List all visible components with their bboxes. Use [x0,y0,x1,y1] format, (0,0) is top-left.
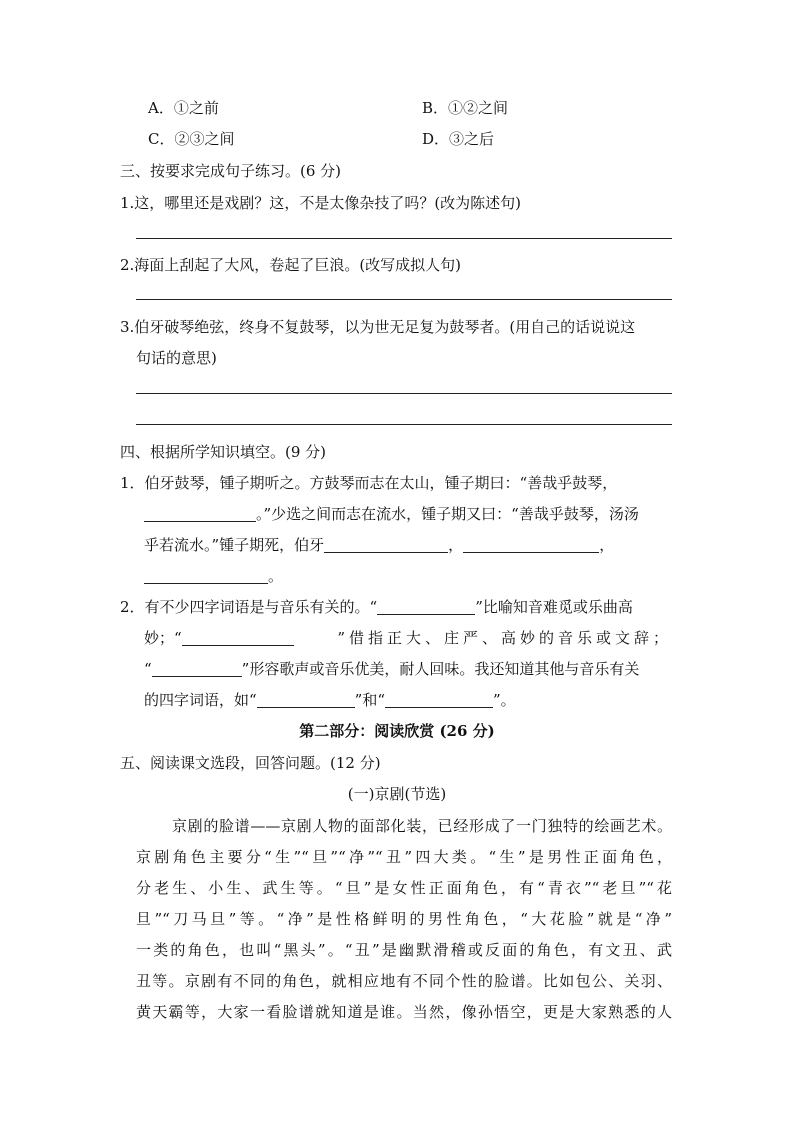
section3-q2: 2.海面上刮起了大风，卷起了巨浪。(改写成拟人句) [120,256,462,274]
section5-title: 五、阅读课文选段，回答问题。(12 分) [120,754,381,772]
fill-blank-6[interactable] [182,629,294,646]
fill-blank-8[interactable] [257,691,355,708]
section4-title: 四、根据所学知识填空。(9 分) [120,443,327,461]
q2-line2-start: 妙；“ [144,629,182,647]
option-b: B．①②之间 [422,99,509,117]
passage-line: 一类的角色，也叫“黑头”。“丑”是幽默滑稽或反面的角色，有文丑、武 [136,941,672,959]
q1-line4-end: 。 [268,567,284,585]
passage-line: 旦”“刀马旦”等。“净”是性格鲜明的男性角色，“大花脸”就是“净” [136,910,672,928]
answer-line-q3a[interactable] [136,393,672,394]
passage-line: 京剧角色主要分“生”“旦”“净”“丑”四大类。“生”是男性正面角色， [136,848,672,866]
fill-blank-1[interactable] [144,505,256,522]
q1-comma-2: ， [599,536,615,554]
option-a: A．①之前 [148,99,219,117]
fill-blank-7[interactable] [152,660,242,677]
fill-blank-2[interactable] [324,536,448,553]
q2-line1-end: ”比喻知音难觅或乐曲高 [475,598,633,616]
answer-line-q3b[interactable] [136,424,672,425]
passage-line: 分老生、小生、武生等。“旦”是女性正面角色，有“青衣”“老旦”“花 [136,879,672,897]
passage-line: 黄天霸等，大家一看脸谱就知道是谁。当然，像孙悟空，更是大家熟悉的人 [136,1003,672,1021]
section4-q2-line3 [144,658,639,679]
answer-line-q1[interactable] [136,238,672,239]
section3-q3-line2: 句话的意思) [136,349,217,367]
fill-blank-4[interactable] [144,567,268,584]
q2-line3-end: ”形容歌声或音乐优美，耐人回味。我还知道其他与音乐有关 [241,660,640,678]
fill-blank-5[interactable] [377,598,475,615]
part2-heading: 第二部分：阅读欣赏 (26 分) [299,722,495,740]
q1-comma-1: ， [448,536,464,554]
q2-line2-end: ”借指正大、庄严、高妙的音乐或文辞； [337,629,672,647]
option-d: D．③之后 [422,130,495,148]
section3-q3-line1: 3.伯牙破琴绝弦，终身不复鼓琴，以为世无足复为鼓琴者。(用自己的话说说这 [120,318,636,336]
answer-line-q2[interactable] [136,299,672,300]
section4-q1-line2 [144,503,639,524]
section3-title: 三、按要求完成句子练习。(6 分) [120,162,342,180]
passage-title: (一)京剧(节选) [347,785,447,803]
section4-q1-line1: 1．伯牙鼓琴，锺子期听之。方鼓琴而志在太山，锺子期曰：“善哉乎鼓琴， [120,474,618,492]
section4-q2-line1 [120,596,633,617]
q2-line3-start: “ [144,660,152,678]
fill-blank-9[interactable] [385,691,493,708]
section4-q1-line4 [144,565,283,586]
section4-q2-line2 [144,627,672,648]
q2-line4-mid: ”和“ [354,691,386,709]
section4-q1-line3 [144,534,614,555]
section4-q2-line4 [144,689,516,710]
section3-q1: 1.这，哪里还是戏剧？这，不是太像杂技了吗？(改为陈述句) [120,194,522,212]
q2-line4-end: ”。 [493,691,516,709]
option-c: C．②③之间 [148,130,235,148]
q1-line3-text: 乎若流水。”锺子期死，伯牙 [144,536,325,554]
q2-line4-start: 的四字词语，如“ [144,691,257,709]
passage-line: 京剧的脸谱——京剧人物的面部化装，已经形成了一门独特的绘画艺术。 [172,817,672,835]
q2-line1-start: 2．有不少四字词语是与音乐有关的。“ [120,598,378,616]
passage-line: 丑等。京剧有不同的角色，就相应地有不同个性的脸谱。比如包公、关羽、 [136,972,672,990]
q1-line2-text: 。”少选之间而志在流水，锺子期又曰：“善哉乎鼓琴，汤汤 [256,505,639,523]
fill-blank-3[interactable] [463,536,599,553]
